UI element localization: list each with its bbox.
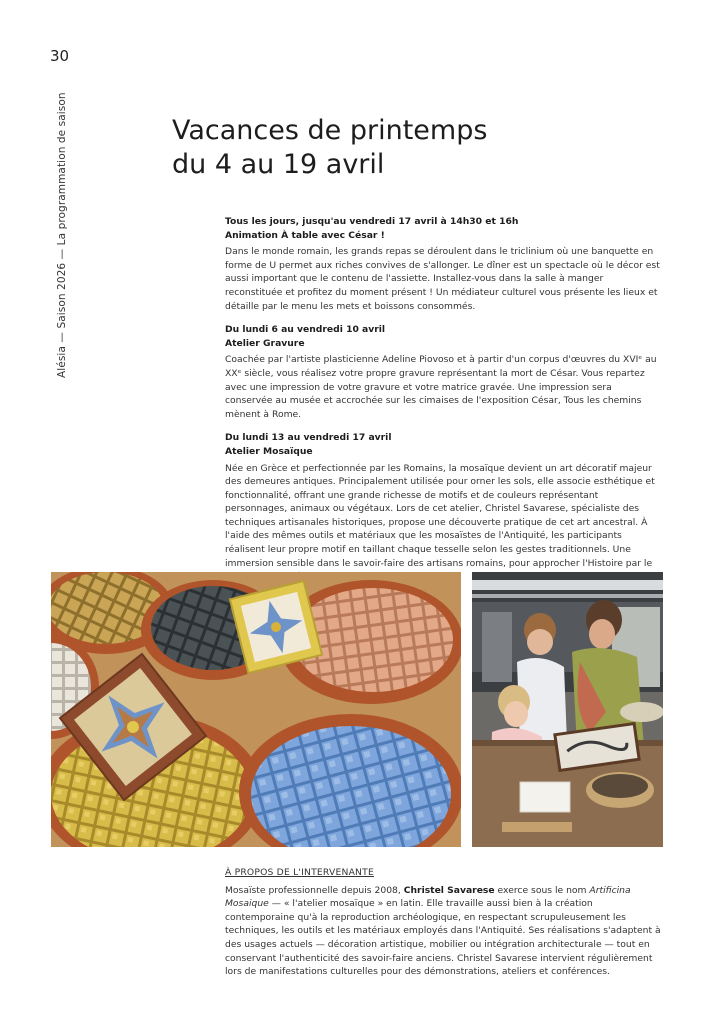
workshop-photo <box>472 572 663 847</box>
section-description: Dans le monde romain, les grands repas se déroulent dans le triclinium où une banquette en forme de U permet aux riches convives de s'allonger. Le dîner est un spectacle où le décor est aussi important que le contenu de l'assiette. Installez-vous dans la salle à manger reconstituée et profitez du moment présent ! Un médiateur culturel vous présente les lieux et détaille par le menu les mets et boissons consommés. <box>225 246 660 312</box>
section-description: Coachée par l'artiste plasticienne Adeline Piovoso et à partir d'un corpus d'œuvres du XVIᵉ au XXᵉ siècle, vous réalisez votre propre gravure représentant la mort de César. Vous repartez avec une impression de votre gravure et votre matrice gravée. Une impression sera conservée au musée et accrochée sur les cimaises de l'exposition César, Tous les chemins mènent à Rome. <box>225 354 657 420</box>
title-line-1: Vacances de printemps <box>172 115 488 146</box>
section-name: Atelier Mosaïque <box>225 445 313 457</box>
program-section-mosaique <box>225 431 662 584</box>
about-heading: À PROPOS DE L'INTERVENANTE <box>225 867 374 878</box>
section-name: Animation À table avec César ! <box>225 229 385 241</box>
section-date: Du lundi 13 au vendredi 17 avril <box>225 432 392 444</box>
program-section-gravure <box>225 323 662 421</box>
section-description: Née en Grèce et perfectionnée par les Romains, la mosaïque devient un art décoratif majeur des demeures antiques. Principalement utilisée pour orner les sols, elle associe esthétique et fonctionnalité, offrant une grande richesse de motifs et de couleurs représentant personnages, animaux ou végétaux. Lors de cet atelier, Christel Savarese, spécialiste des techniques artisanales historiques, propose une découverte pratique de cet art ancestral. À l'aide des mêmes outils et matériaux que les mosaïstes de l'Antiquité, les participants réalisent leur propre motif en taillant chaque tesselle selon les gestes traditionnels. Une immersion sensible dans le savoir-faire des artisans romains, pour approcher l'Histoire par le <box>225 462 655 569</box>
title-line-2: du 4 au 19 avril <box>172 149 385 180</box>
about-text-part: Mosaïste professionnelle depuis 2008, <box>225 884 404 896</box>
section-date: Tous les jours, jusqu'au vendredi 17 avril à 14h30 et 16h <box>225 216 519 227</box>
about-body <box>225 884 662 979</box>
side-running-title: Alésia — Saison 2026 — La programmation de saison <box>56 92 68 378</box>
program-section-animation <box>225 215 662 313</box>
section-name: Atelier Gravure <box>225 337 305 349</box>
speaker-name: Christel Savarese <box>403 884 495 896</box>
mosaic-tiles-photo <box>51 572 461 847</box>
about-speaker <box>225 866 662 979</box>
section-date: Du lundi 6 au vendredi 10 avril <box>225 324 386 336</box>
program-list <box>225 215 662 594</box>
about-text-part: exerce sous le nom <box>494 884 590 896</box>
page-number: 30 <box>50 47 70 65</box>
page-title <box>172 114 487 182</box>
about-text-part: — « l'atelier mosaïque » en latin. Elle travaille aussi bien à la création contemporaine qu'à la reproduction archéologique, en respectant scrupuleusement les techniques, les outils et les matériaux employés dans l'Antiquité. Ses réalisations s'adaptent à des usages actuels — décoration artistique, mobilier ou intégration architecturale — tout en conservant l'authenticité des savoir-faire anciens. Christel Savarese intervient régulièrement lors de manifestations culturelles pour des démonstrations, ateliers et conférences. <box>225 898 661 978</box>
brand-name: Artificina Mosaique <box>225 884 631 910</box>
